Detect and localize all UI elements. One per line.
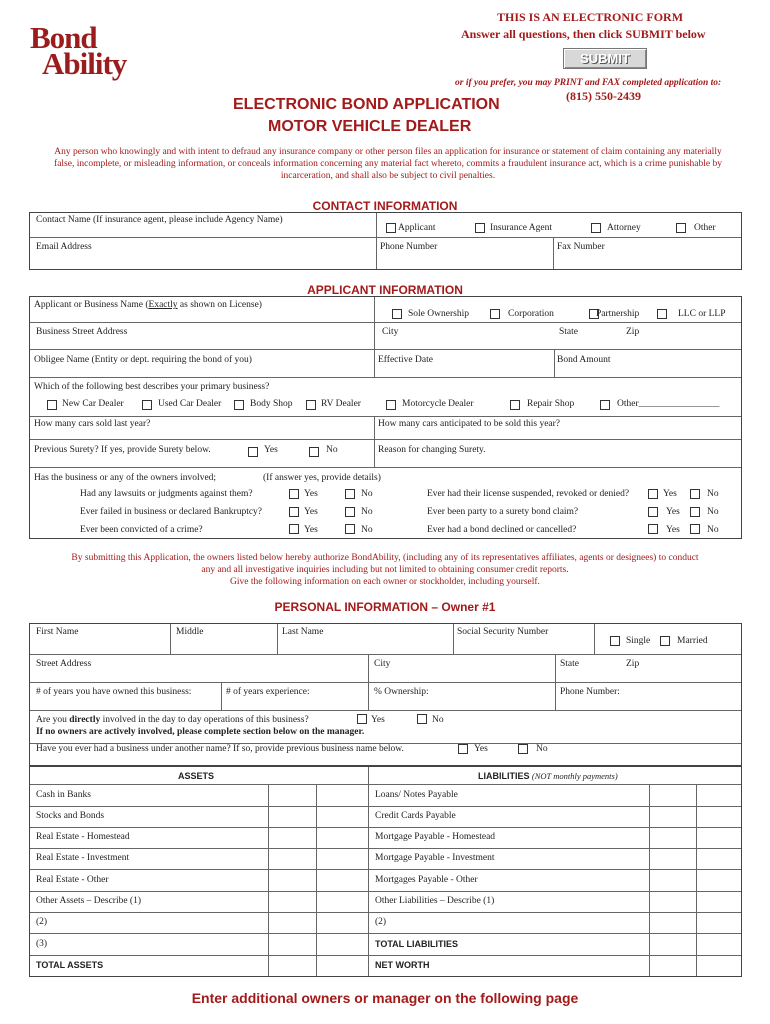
lawsuits-yes-label: Yes [304,489,318,499]
if-yes-details-label: (If answer yes, provide details) [263,473,381,483]
business-street-label: Business Street Address [36,327,128,337]
lawsuits-question: Had any lawsuits or judgments against them? [80,489,253,499]
last-name-label: Last Name [282,627,324,637]
bankruptcy-yes-label: Yes [304,507,318,517]
asset-row-3: Real Estate - Homestead [36,832,130,842]
crime-yes-label: Yes [304,525,318,535]
single-checkbox[interactable] [610,636,620,646]
motorcycle-dealer-label: Motorcycle Dealer [402,399,474,409]
directly-involved-no-label: No [432,715,444,725]
owner-state-label: State [560,659,579,669]
surety-party-no-checkbox[interactable] [690,507,700,517]
previous-surety-label: Previous Surety? If yes, provide Surety below. [34,445,211,455]
other-name-yes-label: Yes [474,744,488,754]
insurance-agent-label: Insurance Agent [490,223,552,233]
single-label: Single [626,636,651,646]
corporation-checkbox[interactable] [490,309,500,319]
directly-involved-yes-checkbox[interactable] [357,714,367,724]
contact-name-label: Contact Name (If insurance agent, please include Agency Name) [36,215,283,225]
bond-declined-yes-label: Yes [666,525,680,535]
liability-row-2: Credit Cards Payable [375,811,456,821]
crime-yes-checkbox[interactable] [289,524,299,534]
liability-row-1: Loans/ Notes Payable [375,790,458,800]
assets-header: ASSETS [178,771,215,781]
liability-row-6: Other Liabilities – Describe (1) [375,896,495,906]
total-assets-label: TOTAL ASSETS [36,960,104,970]
directly-involved-no-checkbox[interactable] [417,714,427,724]
bankruptcy-question: Ever failed in business or declared Bankruptcy? [80,507,263,517]
license-no-label: No [707,489,719,499]
no-owners-note: If no owners are actively involved, please complete section below on the manager. [36,727,365,737]
contact-section [29,212,742,270]
asset-row-1: Cash in Banks [36,790,91,800]
business-type-question: Which of the following best describes your primary business? [34,382,270,392]
asset-row-6: Other Assets – Describe (1) [36,896,142,906]
license-no-checkbox[interactable] [690,489,700,499]
other-business-checkbox[interactable] [600,400,610,410]
business-name-label: Applicant or Business Name (Exactly as shown on License) [34,300,262,310]
liability-row-4: Mortgage Payable - Investment [375,853,495,863]
business-state-label: State [559,327,578,337]
business-city-label: City [382,327,399,337]
repair-shop-label: Repair Shop [527,399,575,409]
electronic-form-heading: THIS IS AN ELECTRONIC FORM [497,10,684,24]
fraud-warning: Any person who knowingly and with intent to defraud any insurance company or other person files an application for insurance or statement of claim containing any materially false, incomplete, or misleading information, or conceals information concerning any material fact whereto, commits a fraudulent insurance act, which is a crime punishable by incarceration, and shall also be subject to civil penalties. [54,147,722,181]
previous-surety-no-label: No [326,445,338,455]
license-question: Ever had their license suspended, revoked or denied? [427,489,630,499]
other-name-no-label: No [536,744,548,754]
liability-row-3: Mortgage Payable - Homestead [375,832,496,842]
attorney-label: Attorney [607,223,641,233]
other-name-no-checkbox[interactable] [518,744,528,754]
years-owned-label: # of years you have owned this business: [36,687,192,697]
surety-party-question: Ever been party to a surety bond claim? [427,507,579,517]
bond-declined-yes-checkbox[interactable] [648,524,658,534]
lawsuits-no-label: No [361,489,373,499]
bond-declined-question: Ever had a bond declined or cancelled? [427,525,577,535]
married-checkbox[interactable] [660,636,670,646]
effective-date-label: Effective Date [378,355,433,365]
bond-declined-no-label: No [707,525,719,535]
surety-party-yes-label: Yes [666,507,680,517]
owners-involved-label: Has the business or any of the owners involved; [34,473,217,483]
directly-involved-yes-label: Yes [371,715,385,725]
asset-row-5: Real Estate - Other [36,875,109,885]
asset-row-2: Stocks and Bonds [36,811,105,821]
ssn-label: Social Security Number [457,627,549,637]
years-experience-label: # of years experience: [226,687,310,697]
lawsuits-no-checkbox[interactable] [345,489,355,499]
repair-shop-checkbox[interactable] [510,400,520,410]
bankruptcy-yes-checkbox[interactable] [289,507,299,517]
submit-button[interactable]: SUBMIT [563,48,647,69]
email-label: Email Address [36,242,92,252]
body-shop-checkbox[interactable] [234,400,244,410]
attorney-checkbox[interactable] [591,223,601,233]
liability-row-5: Mortgages Payable - Other [375,875,478,885]
authorization-line-3: Give the following information on each owner or stockholder, including yourself. [230,577,540,587]
authorization-text [0,552,770,588]
phone-label: Phone Number [380,242,438,252]
other-name-question: Have you ever had a business under another name? If so, provide previous business name below. [36,744,404,754]
crime-question: Ever been convicted of a crime? [80,525,203,535]
owner-city-label: City [374,659,391,669]
middle-name-label: Middle [176,627,204,637]
used-car-dealer-label: Used Car Dealer [158,399,222,409]
contact-section-title: CONTACT INFORMATION [312,199,458,213]
bondability-logo [30,20,170,86]
surety-party-yes-checkbox[interactable] [648,507,658,517]
asset-row-4: Real Estate - Investment [36,853,130,863]
cars-sold-label: How many cars sold last year? [34,419,151,429]
partnership-label: Partnership [596,309,640,319]
financial-table [29,766,742,977]
crime-no-checkbox[interactable] [345,524,355,534]
first-name-label: First Name [36,627,79,637]
license-yes-label: Yes [663,489,677,499]
llc-label: LLC or LLP [678,309,726,319]
instructions-heading: Answer all questions, then click SUBMIT below [461,27,706,41]
motorcycle-dealer-checkbox[interactable] [386,400,396,410]
previous-surety-yes-checkbox[interactable] [248,447,258,457]
new-car-dealer-checkbox[interactable] [47,400,57,410]
liability-row-7: (2) [375,917,387,927]
authorization-line-1: By submitting this Application, the owners listed below hereby authorize BondAbility, (including any of its representatives affiliates, agents or designees) to conduct [71,553,699,563]
owner-street-label: Street Address [36,659,92,669]
applicant-section-title: APPLICANT INFORMATION [307,283,463,297]
previous-surety-no-checkbox[interactable] [309,447,319,457]
other-name-yes-checkbox[interactable] [458,744,468,754]
liabilities-header: LIABILITIES (NOT monthly payments) [478,771,618,781]
previous-surety-yes-label: Yes [264,445,278,455]
other-role-label: Other [694,223,716,233]
form-subtitle: MOTOR VEHICLE DEALER [268,118,472,135]
obligee-label: Obligee Name (Entity or dept. requiring the bond of you) [34,355,252,365]
business-zip-label: Zip [626,327,640,337]
bankruptcy-no-label: No [361,507,373,517]
bond-amount-label: Bond Amount [557,355,611,365]
used-car-dealer-checkbox[interactable] [142,400,152,410]
llc-checkbox[interactable] [657,309,667,319]
net-worth-label: NET WORTH [375,960,430,970]
surety-party-no-label: No [707,507,719,517]
sole-ownership-checkbox[interactable] [392,309,402,319]
license-yes-checkbox[interactable] [648,489,658,499]
reason-surety-label: Reason for changing Surety. [378,445,486,455]
cars-anticipated-label: How many cars anticipated to be sold this year? [378,419,561,429]
ownership-label: % Ownership: [374,687,429,697]
personal-section-title: PERSONAL INFORMATION – Owner #1 [274,600,496,614]
print-fax-note: or if you prefer, you may PRINT and FAX completed application to: [455,78,722,88]
applicant-checkbox[interactable] [386,223,396,233]
owner-zip-label: Zip [626,659,640,669]
authorization-line-2: any and all investigative inquiries including but not limited to obtaining consumer credit reports. [201,565,569,575]
crime-no-label: No [361,525,373,535]
sole-ownership-label: Sole Ownership [408,309,469,319]
bankruptcy-no-checkbox[interactable] [345,507,355,517]
body-shop-label: Body Shop [250,399,293,409]
applicant-section [29,296,742,539]
other-role-checkbox[interactable] [676,223,686,233]
lawsuits-yes-checkbox[interactable] [289,489,299,499]
rv-dealer-label: RV Dealer [321,399,361,409]
rv-dealer-checkbox[interactable] [306,400,316,410]
directly-involved-question: Are you directly involved in the day to day operations of this business? [36,715,309,725]
applicant-label: Applicant [398,223,436,233]
asset-row-8: (3) [36,939,48,949]
form-title: ELECTRONIC BOND APPLICATION [233,96,500,113]
other-business-label: Other_________________ [617,399,720,409]
bond-declined-no-checkbox[interactable] [690,524,700,534]
additional-owners-note: Enter additional owners or manager on the following page [191,990,579,1006]
new-car-dealer-label: New Car Dealer [62,399,124,409]
married-label: Married [677,636,708,646]
corporation-label: Corporation [508,309,554,319]
asset-row-7: (2) [36,917,48,927]
owner-phone-label: Phone Number: [560,687,620,697]
personal-section [29,623,742,766]
total-liabilities-label: TOTAL LIABILITIES [375,939,458,949]
insurance-agent-checkbox[interactable] [475,223,485,233]
logo-line-1: Bond [30,20,97,55]
fax-label: Fax Number [557,242,605,252]
fax-number: (815) 550-2439 [566,89,641,103]
logo-line-2: Ability [42,46,127,81]
